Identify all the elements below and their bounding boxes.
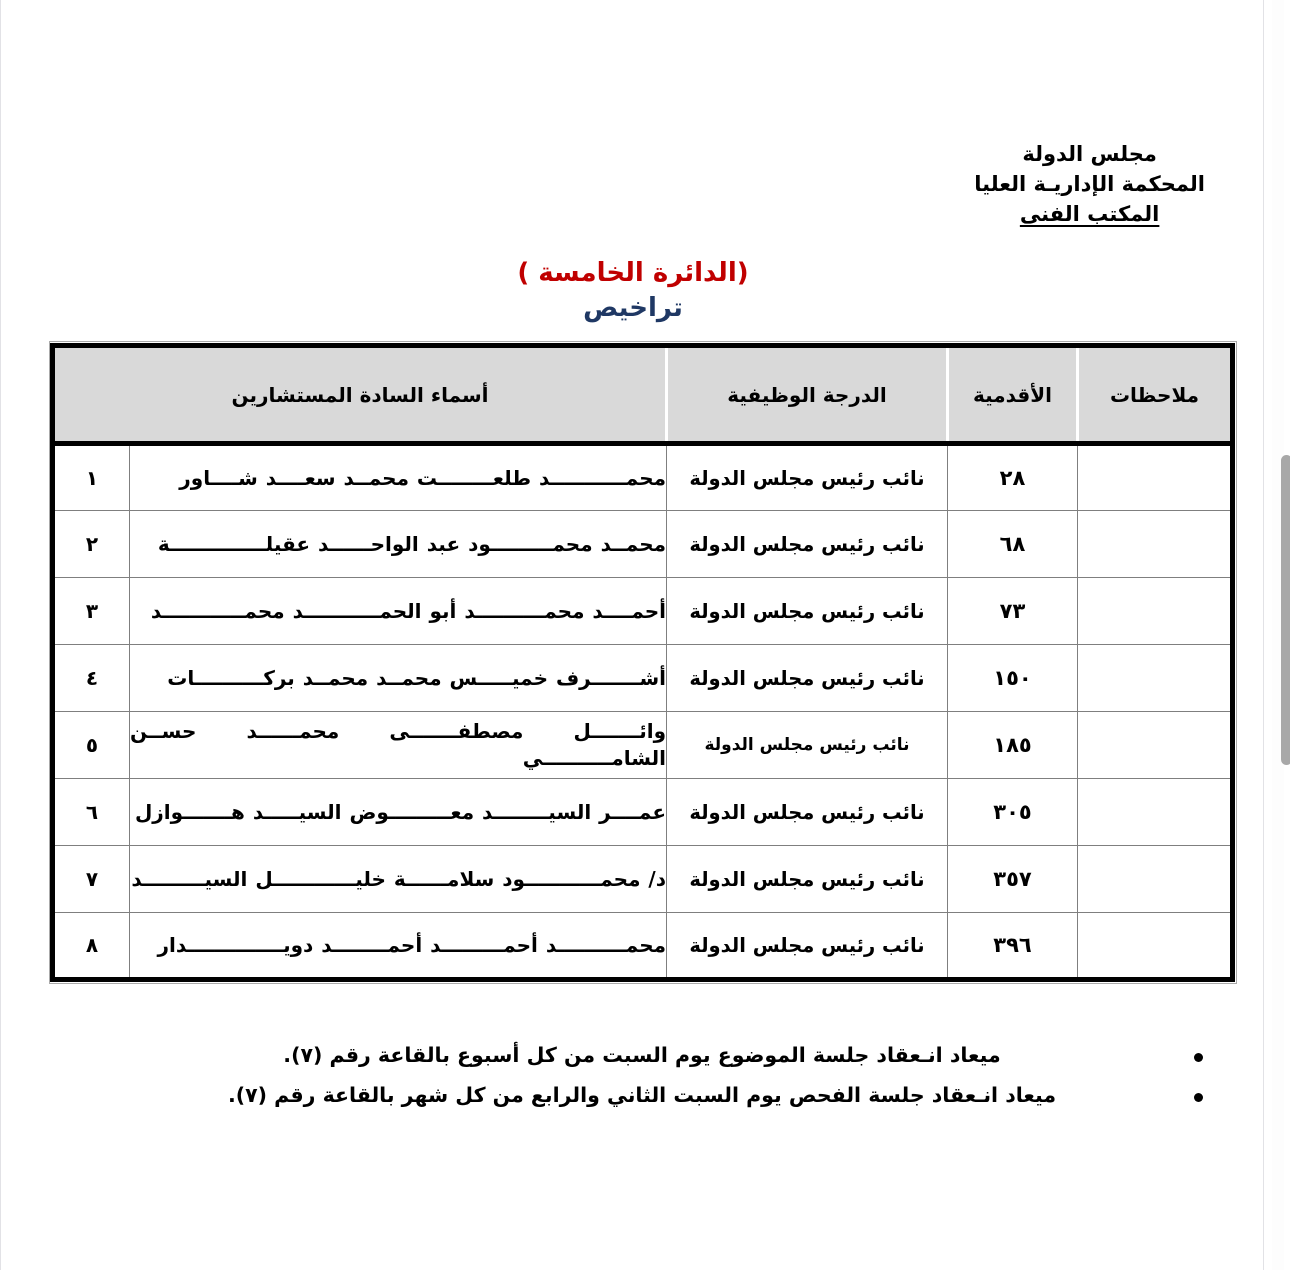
cell-grade: نائب رئيس مجلس الدولة	[667, 779, 948, 846]
cell-name	[130, 444, 667, 511]
cell-row-number: ٢	[53, 511, 130, 578]
cell-notes	[1078, 444, 1233, 511]
cell-seniority: ٣٩٦	[948, 913, 1078, 980]
cell-seniority: ١٨٥	[948, 712, 1078, 779]
vertical-scrollbar-thumb[interactable]	[1281, 455, 1290, 765]
cell-grade: نائب رئيس مجلس الدولة	[667, 511, 948, 578]
cell-row-number: ٧	[53, 846, 130, 913]
column-header-notes: ملاحظات	[1078, 346, 1233, 444]
cell-row-number: ٦	[53, 779, 130, 846]
cell-name	[130, 846, 667, 913]
table-head	[53, 346, 1233, 444]
table-header-row	[53, 346, 1233, 444]
list-item: ميعاد انـعقاد جلسة الموضوع يوم السبت من كل أسبوع بالقاعة رقم (٧).	[107, 1036, 1207, 1076]
table-row	[53, 578, 1233, 645]
session-notes-list	[107, 1036, 1207, 1116]
cell-name	[130, 712, 667, 779]
consultant-name: أشـــــــرف خميـــــس محمــد محمــد بركــــــــــات	[167, 665, 666, 690]
cell-row-number: ٨	[53, 913, 130, 980]
column-header-names: أسماء السادة المستشارين	[53, 346, 667, 444]
consultant-name: محمــد محمـــــــــود عبد الواحــــــد عقيلــــــــــــــة	[157, 531, 666, 556]
cell-name	[130, 578, 667, 645]
scrollbar-gutter	[1264, 0, 1290, 1270]
table-row	[53, 913, 1233, 980]
cell-notes	[1078, 578, 1233, 645]
cell-seniority: ٣٠٥	[948, 779, 1078, 846]
cell-notes	[1078, 645, 1233, 712]
title-block	[1, 258, 1264, 325]
letterhead-line-office: المكتب الفنى	[1019, 201, 1160, 226]
cell-name	[130, 511, 667, 578]
cell-seniority: ١٥٠	[948, 645, 1078, 712]
vertical-scrollbar-track[interactable]	[1272, 0, 1284, 1270]
cell-name	[130, 779, 667, 846]
cell-grade: نائب رئيس مجلس الدولة	[667, 846, 948, 913]
cell-seniority: ٢٨	[948, 444, 1078, 511]
column-header-grade: الدرجة الوظيفية	[667, 346, 948, 444]
consultant-name: د/ محمـــــــــــود سلامــــــة خليــــــــــــل السيـــــــــد	[131, 866, 666, 891]
consultant-name: وائـــــــل مصطفـــــــى محمــــــد حســن الشامــــــــــي	[130, 719, 666, 770]
table-row	[53, 846, 1233, 913]
consultants-table	[50, 343, 1235, 982]
letterhead-line-court: المحكمة الإداريـة العليا	[974, 171, 1205, 196]
consultant-name: محمـــــــــــد طلعــــــــت محمــد سعــــد شــــاور	[179, 465, 666, 490]
cell-row-number: ١	[53, 444, 130, 511]
table-row	[53, 712, 1233, 779]
cell-name	[130, 645, 667, 712]
consultant-name: أحمــــد محمــــــــــد أبو الحمـــــــــــد محمــــــــــــد	[150, 598, 666, 623]
cell-grade: نائب رئيس مجلس الدولة	[667, 712, 948, 779]
cell-notes	[1078, 846, 1233, 913]
cell-grade: نائب رئيس مجلس الدولة	[667, 444, 948, 511]
consultant-name: محمــــــــــد أحمـــــــــد أحمــــــــد دويــــــــــــــدار	[157, 932, 666, 957]
cell-notes	[1078, 913, 1233, 980]
table-row	[53, 444, 1233, 511]
column-header-seniority: الأقدمية	[948, 346, 1078, 444]
cell-seniority: ٧٣	[948, 578, 1078, 645]
table-row	[53, 645, 1233, 712]
consultant-name: عمــــر السيــــــــد معـــــــــوض السيـــــد هـــــــوازل	[134, 799, 666, 824]
table-body	[53, 444, 1233, 980]
table-outer-rule	[49, 341, 1237, 984]
letterhead	[974, 140, 1205, 229]
cell-row-number: ٣	[53, 578, 130, 645]
table-row	[53, 779, 1233, 846]
list-item: ميعاد انـعقاد جلسة الفحص يوم السبت الثاني والرابع من كل شهر بالقاعة رقم (٧).	[107, 1076, 1207, 1116]
letterhead-line-council: مجلس الدولة	[1022, 142, 1157, 166]
table-row	[53, 511, 1233, 578]
consultants-table-wrap	[49, 341, 1237, 984]
cell-grade: نائب رئيس مجلس الدولة	[667, 645, 948, 712]
cell-notes	[1078, 511, 1233, 578]
cell-grade: نائب رئيس مجلس الدولة	[667, 578, 948, 645]
cell-row-number: ٤	[53, 645, 130, 712]
page-title: (الدائرة الخامسة )	[517, 258, 749, 288]
cell-name	[130, 913, 667, 980]
cell-seniority: ٣٥٧	[948, 846, 1078, 913]
page-subtitle: تراخيص	[583, 292, 683, 323]
cell-grade: نائب رئيس مجلس الدولة	[667, 913, 948, 980]
cell-notes	[1078, 779, 1233, 846]
cell-seniority: ٦٨	[948, 511, 1078, 578]
cell-notes	[1078, 712, 1233, 779]
cell-row-number: ٥	[53, 712, 130, 779]
